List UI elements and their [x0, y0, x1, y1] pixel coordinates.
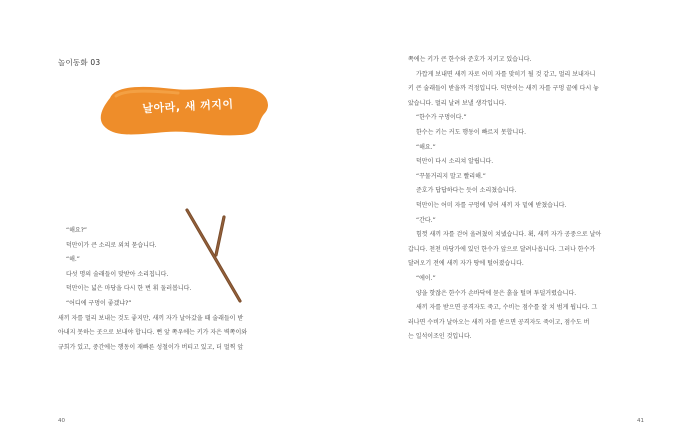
text-line: “한수가 구멍이다.”: [416, 114, 467, 122]
text-line: 가깝게 보내면 새끼 자로 어미 자를 맞히기 될 것 같고, 멀리 보내자니: [416, 70, 596, 78]
page-number-right: 41: [637, 418, 644, 424]
section-label: 놀이동화 03: [58, 58, 101, 67]
text-line: 한수는 키는 커도 행동이 빠르지 못합니다.: [416, 128, 526, 136]
text-line: “해요.”: [416, 143, 436, 151]
text-line: “어디에 구멍이 좋겠냐?”: [66, 299, 132, 307]
text-line: “꾸물거리지 말고 빨리해.”: [416, 172, 486, 180]
text-line: 다섯 명의 술래들이 맞받아 소리칩니다.: [66, 270, 169, 278]
text-line: 덕만이 다시 소리쳐 알립니다.: [416, 158, 494, 166]
text-line: 갑니다. 천천 마당가에 있던 한수가 앞으로 달려나옵니다. 그러나 한수가: [408, 245, 596, 253]
text-line: 새끼 자를 멀리 보내는 것도 좋지만, 새끼 자가 날아갔을 때 술래들이 받: [58, 314, 244, 322]
text-line: 달려오기 전에 새끼 자가 땅에 털어졌습니다.: [408, 260, 524, 268]
story-title: 날아라, 새 꺼지이: [142, 97, 234, 116]
text-line: “간다.”: [416, 216, 436, 224]
text-line: 쪽에는 키가 큰 한수와 준호가 지키고 있습니다.: [408, 56, 532, 63]
page-number-left: 40: [58, 418, 65, 424]
text-line: 덕만이가 큰 소리로 외쳐 묻습니다.: [66, 241, 157, 249]
text-line: “해.”: [66, 256, 80, 264]
text-line: “해요?”: [66, 227, 87, 234]
text-line: 규희가 있고, 중간에는 행동이 재빠른 성철이가 버티고 있고, 더 멀찍 앞: [58, 343, 244, 351]
text-line: 았습니다. 멀리 날려 보낼 생각입니다.: [408, 99, 507, 107]
text-line: 힘껏 새끼 자를 걷어 올려쳤이 치넸습니다. 휙, 새끼 자가 공중으로 날아: [416, 231, 602, 239]
text-line: 아내지 못하는 곳으로 보내야 합니다. 뻔 앞 쪽우에는 키가 자은 벽쪽이와: [58, 329, 248, 337]
text-line: 준호가 답답하다는 듯이 소리쳤습니다.: [416, 187, 517, 195]
text-line: 덕만이는 넓은 마당을 다시 한 번 휘 둘러봅니다.: [66, 285, 192, 293]
text-line: “에이.”: [416, 274, 436, 282]
text-line: 덕만이는 어미 자를 구멍에 넣어 새끼 자 밑에 받쳤습니다.: [416, 201, 567, 209]
text-line: 양을 핫잖은 한수가 손바닥에 묻은 흙을 털며 투덜거렸습니다.: [416, 289, 577, 297]
left-body-text: [58, 224, 298, 355]
text-line: 러나면 수비가 날아오는 새끼 자를 받으면 공격자도 죽이고, 점수도 버: [408, 318, 590, 326]
text-line: 는 일석이조인 것입니다.: [408, 333, 472, 341]
text-line: 키 큰 술래들이 받을까 걱정입니다. 덕만이는 새끼 자를 구멍 끝에 다시 놓: [408, 85, 599, 93]
text-line: 새끼 자를 받으면 공격자도 죽고, 수비는 점수를 잘 치 범게 됩니다. 그: [416, 304, 598, 312]
right-body-text: [408, 53, 648, 345]
